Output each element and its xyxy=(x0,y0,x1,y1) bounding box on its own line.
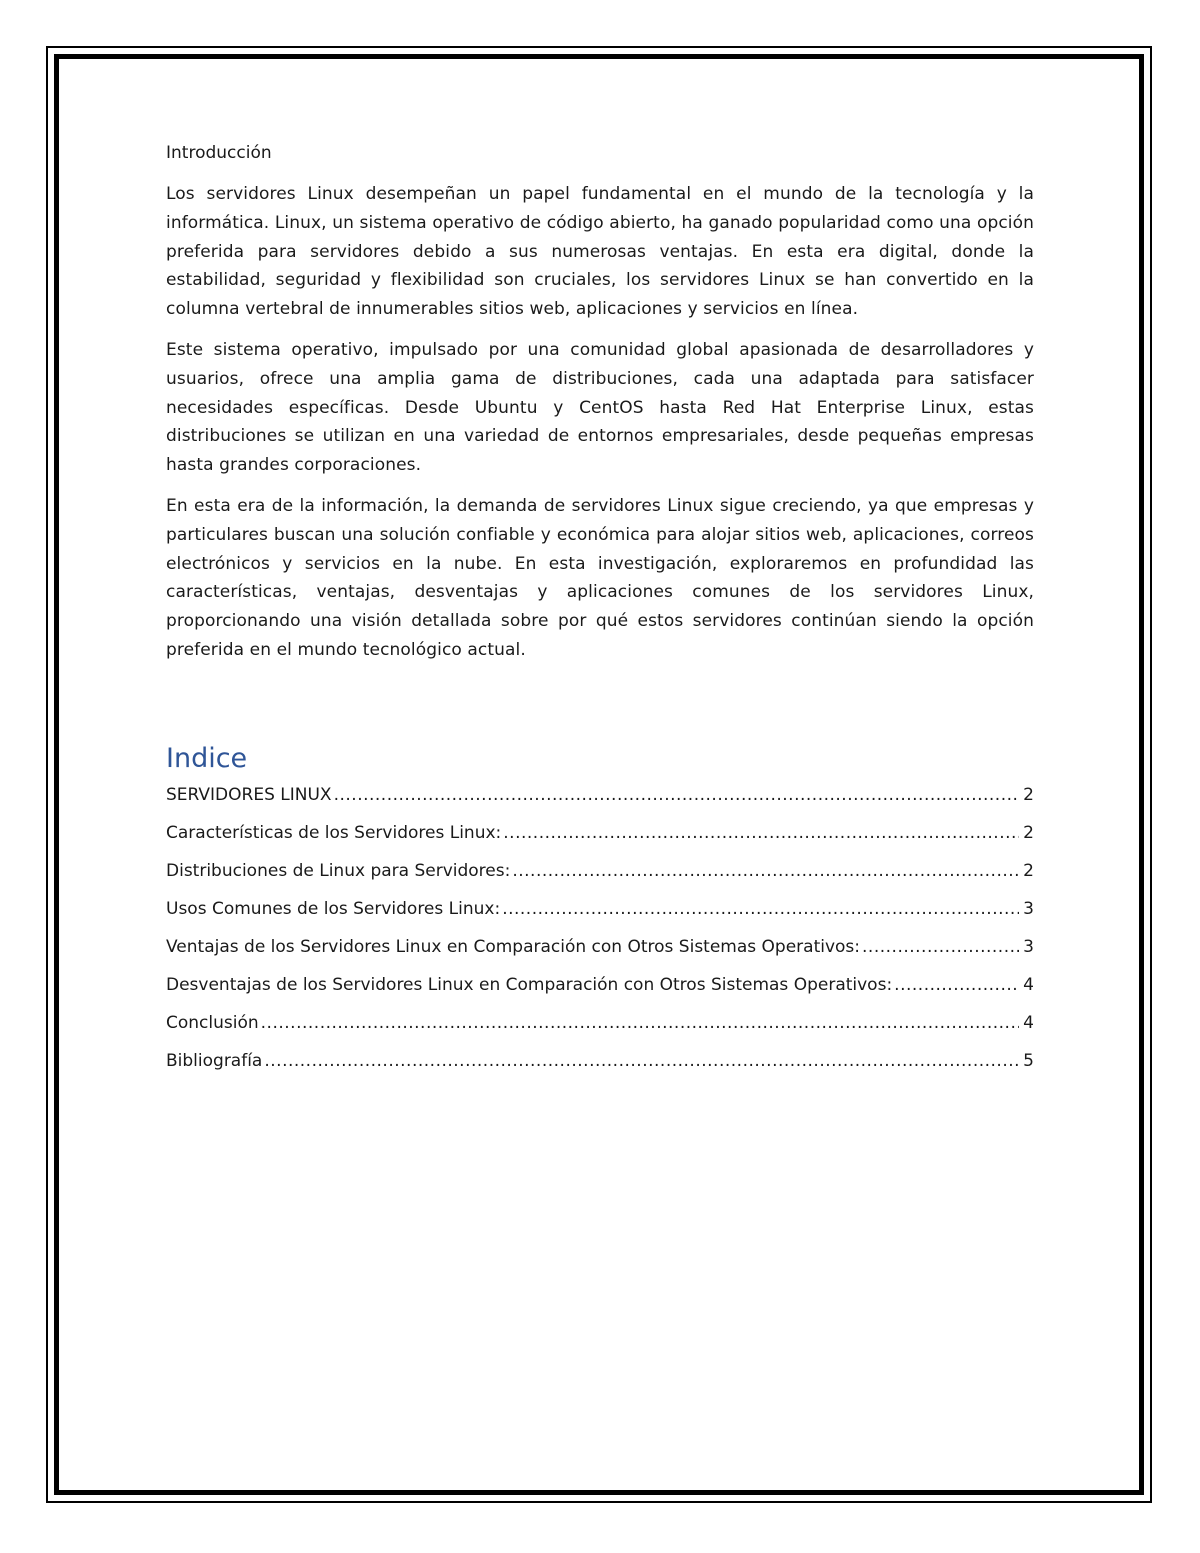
toc-entry-page: 2 xyxy=(1023,784,1034,805)
toc-entry-desventajas[interactable] xyxy=(166,973,1034,1011)
toc-entry-label: SERVIDORES LINUX xyxy=(166,784,332,805)
toc-entry-page: 3 xyxy=(1023,898,1034,919)
toc-entry-label: Características de los Servidores Linux: xyxy=(166,822,502,843)
toc-entry-usos-comunes[interactable] xyxy=(166,897,1034,935)
toc-dot-leader xyxy=(894,973,1019,997)
toc-entry-ventajas[interactable] xyxy=(166,935,1034,973)
toc-entry-label: Usos Comunes de los Servidores Linux: xyxy=(166,898,501,919)
document-body xyxy=(166,138,1034,1087)
toc-entry-page: 2 xyxy=(1023,822,1034,843)
toc-entry-label: Distribuciones de Linux para Servidores: xyxy=(166,860,511,881)
toc-entry-page: 2 xyxy=(1023,860,1034,881)
intro-paragraph-1: Los servidores Linux desempeñan un papel fundamental en el mundo de la tecnología y la informática. Linux, un sistema operativo de código abierto, ha ganado popularidad como una opción preferida para servidores debido a sus numerosas ventajas. En esta era digital, donde la estabilidad, seguridad y flexibilidad son cruciales, los servidores Linux se han convertido en la columna vertebral de innumerables sitios web, aplicaciones y servicios en línea. xyxy=(166,184,1034,320)
toc-title: Indice xyxy=(166,742,248,774)
toc-entry-caracteristicas[interactable] xyxy=(166,821,1034,859)
intro-paragraph-3: En esta era de la información, la demanda de servidores Linux sigue creciendo, ya que empresas y particulares buscan una solución confiable y económica para alojar sitios web, aplicaciones, correos electrónicos y servicios en la nube. En esta investigación, exploraremos en profundidad las características, ventajas, desventajas y aplicaciones comunes de los servidores Linux, proporcionando una visión detallada sobre por qué estos servidores continúan siendo la opción preferida en el mundo tecnológico actual. xyxy=(166,495,1034,660)
toc-entry-bibliografia[interactable] xyxy=(166,1049,1034,1087)
intro-heading: Introducción xyxy=(166,143,272,163)
toc-dot-leader xyxy=(503,821,1019,845)
toc-dot-leader xyxy=(862,935,1019,959)
toc-entry-distribuciones[interactable] xyxy=(166,859,1034,897)
intro-paragraph-2: Este sistema operativo, impulsado por una comunidad global apasionada de desarrolladores y usuarios, ofrece una amplia gama de distribuciones, cada una adaptada para satisfacer necesidades específicas. Desde Ubuntu y CentOS hasta Red Hat Enterprise Linux, estas distribuciones se utilizan en una variedad de entornos empresariales, desde pequeñas empresas hasta grandes corporaciones. xyxy=(166,339,1034,476)
table-of-contents xyxy=(166,783,1034,1087)
toc-dot-leader xyxy=(261,1011,1020,1035)
toc-entry-label: Conclusión xyxy=(166,1012,259,1033)
toc-entry-label: Ventajas de los Servidores Linux en Comparación con Otros Sistemas Operativos: xyxy=(166,936,861,957)
toc-dot-leader xyxy=(502,897,1019,921)
toc-entry-label: Bibliografía xyxy=(166,1050,263,1071)
toc-entry-page: 3 xyxy=(1023,936,1034,957)
toc-entry-conclusion[interactable] xyxy=(166,1011,1034,1049)
toc-dot-leader xyxy=(264,1049,1019,1073)
toc-dot-leader xyxy=(334,783,1020,807)
toc-entry-page: 4 xyxy=(1023,1012,1034,1033)
toc-entry-servidores-linux[interactable] xyxy=(166,783,1034,821)
toc-entry-label: Desventajas de los Servidores Linux en Comparación con Otros Sistemas Operativos: xyxy=(166,974,893,995)
toc-entry-page: 5 xyxy=(1023,1050,1034,1071)
toc-dot-leader xyxy=(512,859,1019,883)
toc-entry-page: 4 xyxy=(1023,974,1034,995)
